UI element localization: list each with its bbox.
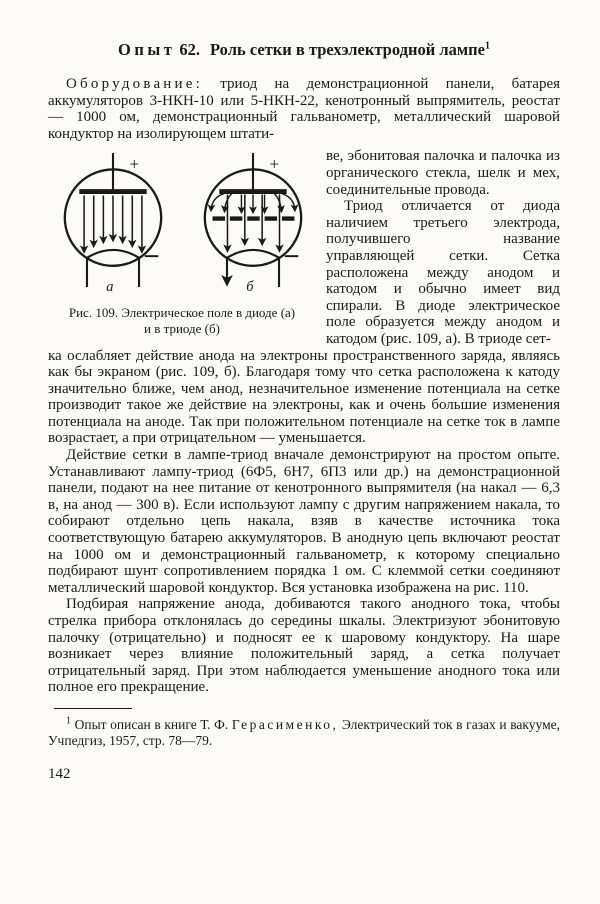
triode-paragraph-continuation: ка ослабляет действие анода на электроны пространственного заряда, являясь как бы экраном (рис. 109, б). Благодаря тому что сетка расположена к катоду значительно ближе, чем анод, незначительное изменение потенциала на сетке производит такое же действие на электроны, как и очень большие изменения потенциала на аноде. Так при положительном потенциале на сетке ток в лампе возрастает, а при отрицательном — уменьшается.: [48, 347, 560, 447]
field-arrows: [84, 196, 142, 252]
cathode-arc: [87, 250, 140, 258]
plus-sign: +: [129, 154, 140, 174]
equipment-label: Оборудование:: [66, 76, 203, 92]
triode-field-diagram: [200, 148, 306, 293]
equipment-text: триод на демонстрационной панели, батарея аккумуляторов 3-НКН-10 или 5-НКН-22, кенотронный выпрямитель, реостат — 1000 ом, демонстрационный гальванометр, металлический шаровой кондуктор на изолирующем штати-: [48, 76, 560, 142]
footnote-author: Герасименко,: [231, 716, 339, 732]
page-number: 142: [48, 765, 71, 782]
anode-to-grid-arrows: [211, 194, 295, 212]
footnote-text-after: Электрический ток в газах и вакууме, Учпедгиз, 1957, стр. 78—79.: [48, 716, 560, 749]
diode-field-diagram: [60, 148, 166, 293]
triode-paragraph-start: Триод отличается от диода наличием третьего электрода, получившего название управляющей сетки. Сетка расположена между анодом и катодом и обычно имеет вид спирали. В диоде электрическое поле образуется между анодом и катодом (рис. 109, а). В триоде сет-: [326, 198, 560, 347]
tube-diagrams: [48, 148, 316, 293]
figure-and-wrap-text: [48, 148, 560, 347]
plus-sign: +: [269, 154, 280, 174]
experiment-word: Опыт: [118, 40, 176, 59]
caption-line-2: и в триоде (б): [144, 321, 220, 337]
experiment-number: 62.: [179, 40, 201, 59]
procedure-paragraph: Подбирая напряжение анода, добиваются такого анодного тока, чтобы стрелка прибора отклонялась до середины шкалы. Электризуют эбонитовую палочку (отрицательно) и подносят ее к шаровому кондуктору. На шаре возникает через влияние положительный заряд, а сетка получает отрицательный заряд. При этом наблюдается уменьшение анодного тока или полное его прекращение.: [48, 596, 560, 696]
equipment-paragraph: [48, 76, 560, 142]
footnote: [48, 717, 560, 750]
page-title: [48, 40, 560, 60]
footnote-text-before: Опыт описан в книге Т. Ф.: [71, 716, 232, 732]
footnote-divider: [54, 708, 132, 709]
diode-label: а: [106, 279, 114, 294]
cathode-arc: [227, 250, 280, 258]
title-text: Роль сетки в трехэлектродной лампе: [210, 40, 485, 59]
demonstration-paragraph: Действие сетки в лампе-триод вначале демонстрируют на простом опыте. Устанавливают лампу-триод (6Ф5, 6Н7, 6П3 или др.) на демонстрационной панели, подают на нее питание от кенотронного выпрямителя (на накал — 6,3 в, на анод — 300 в). Если используют лампу с другим напряжением накала, то собирают отдельно цепь накала, взяв в качестве источника тока соответствующую батарею аккумуляторов. В анодную цепь включают реостат на 1000 ом и демонстрационный гальванометр, к которому специально подбирают шунт сопротивлением порядка 1 ом. С клеммой сетки соединяют металлический шаровой кондуктор. Вся установка изображена на рис. 110.: [48, 447, 560, 596]
figure-caption: [48, 305, 316, 337]
triode-label: б: [246, 279, 254, 294]
equipment-wrap-text: ве, эбонитовая палочка и палочка из органического стекла, шелк и мех, соединительные провода.: [326, 148, 560, 198]
figure-109: [48, 148, 316, 337]
caption-line-1: Рис. 109. Электрическое поле в диоде (а): [68, 305, 296, 321]
title-footnote-ref: 1: [484, 40, 490, 52]
wrap-text-column: [316, 148, 560, 347]
footnote-marker: 1: [66, 715, 71, 727]
